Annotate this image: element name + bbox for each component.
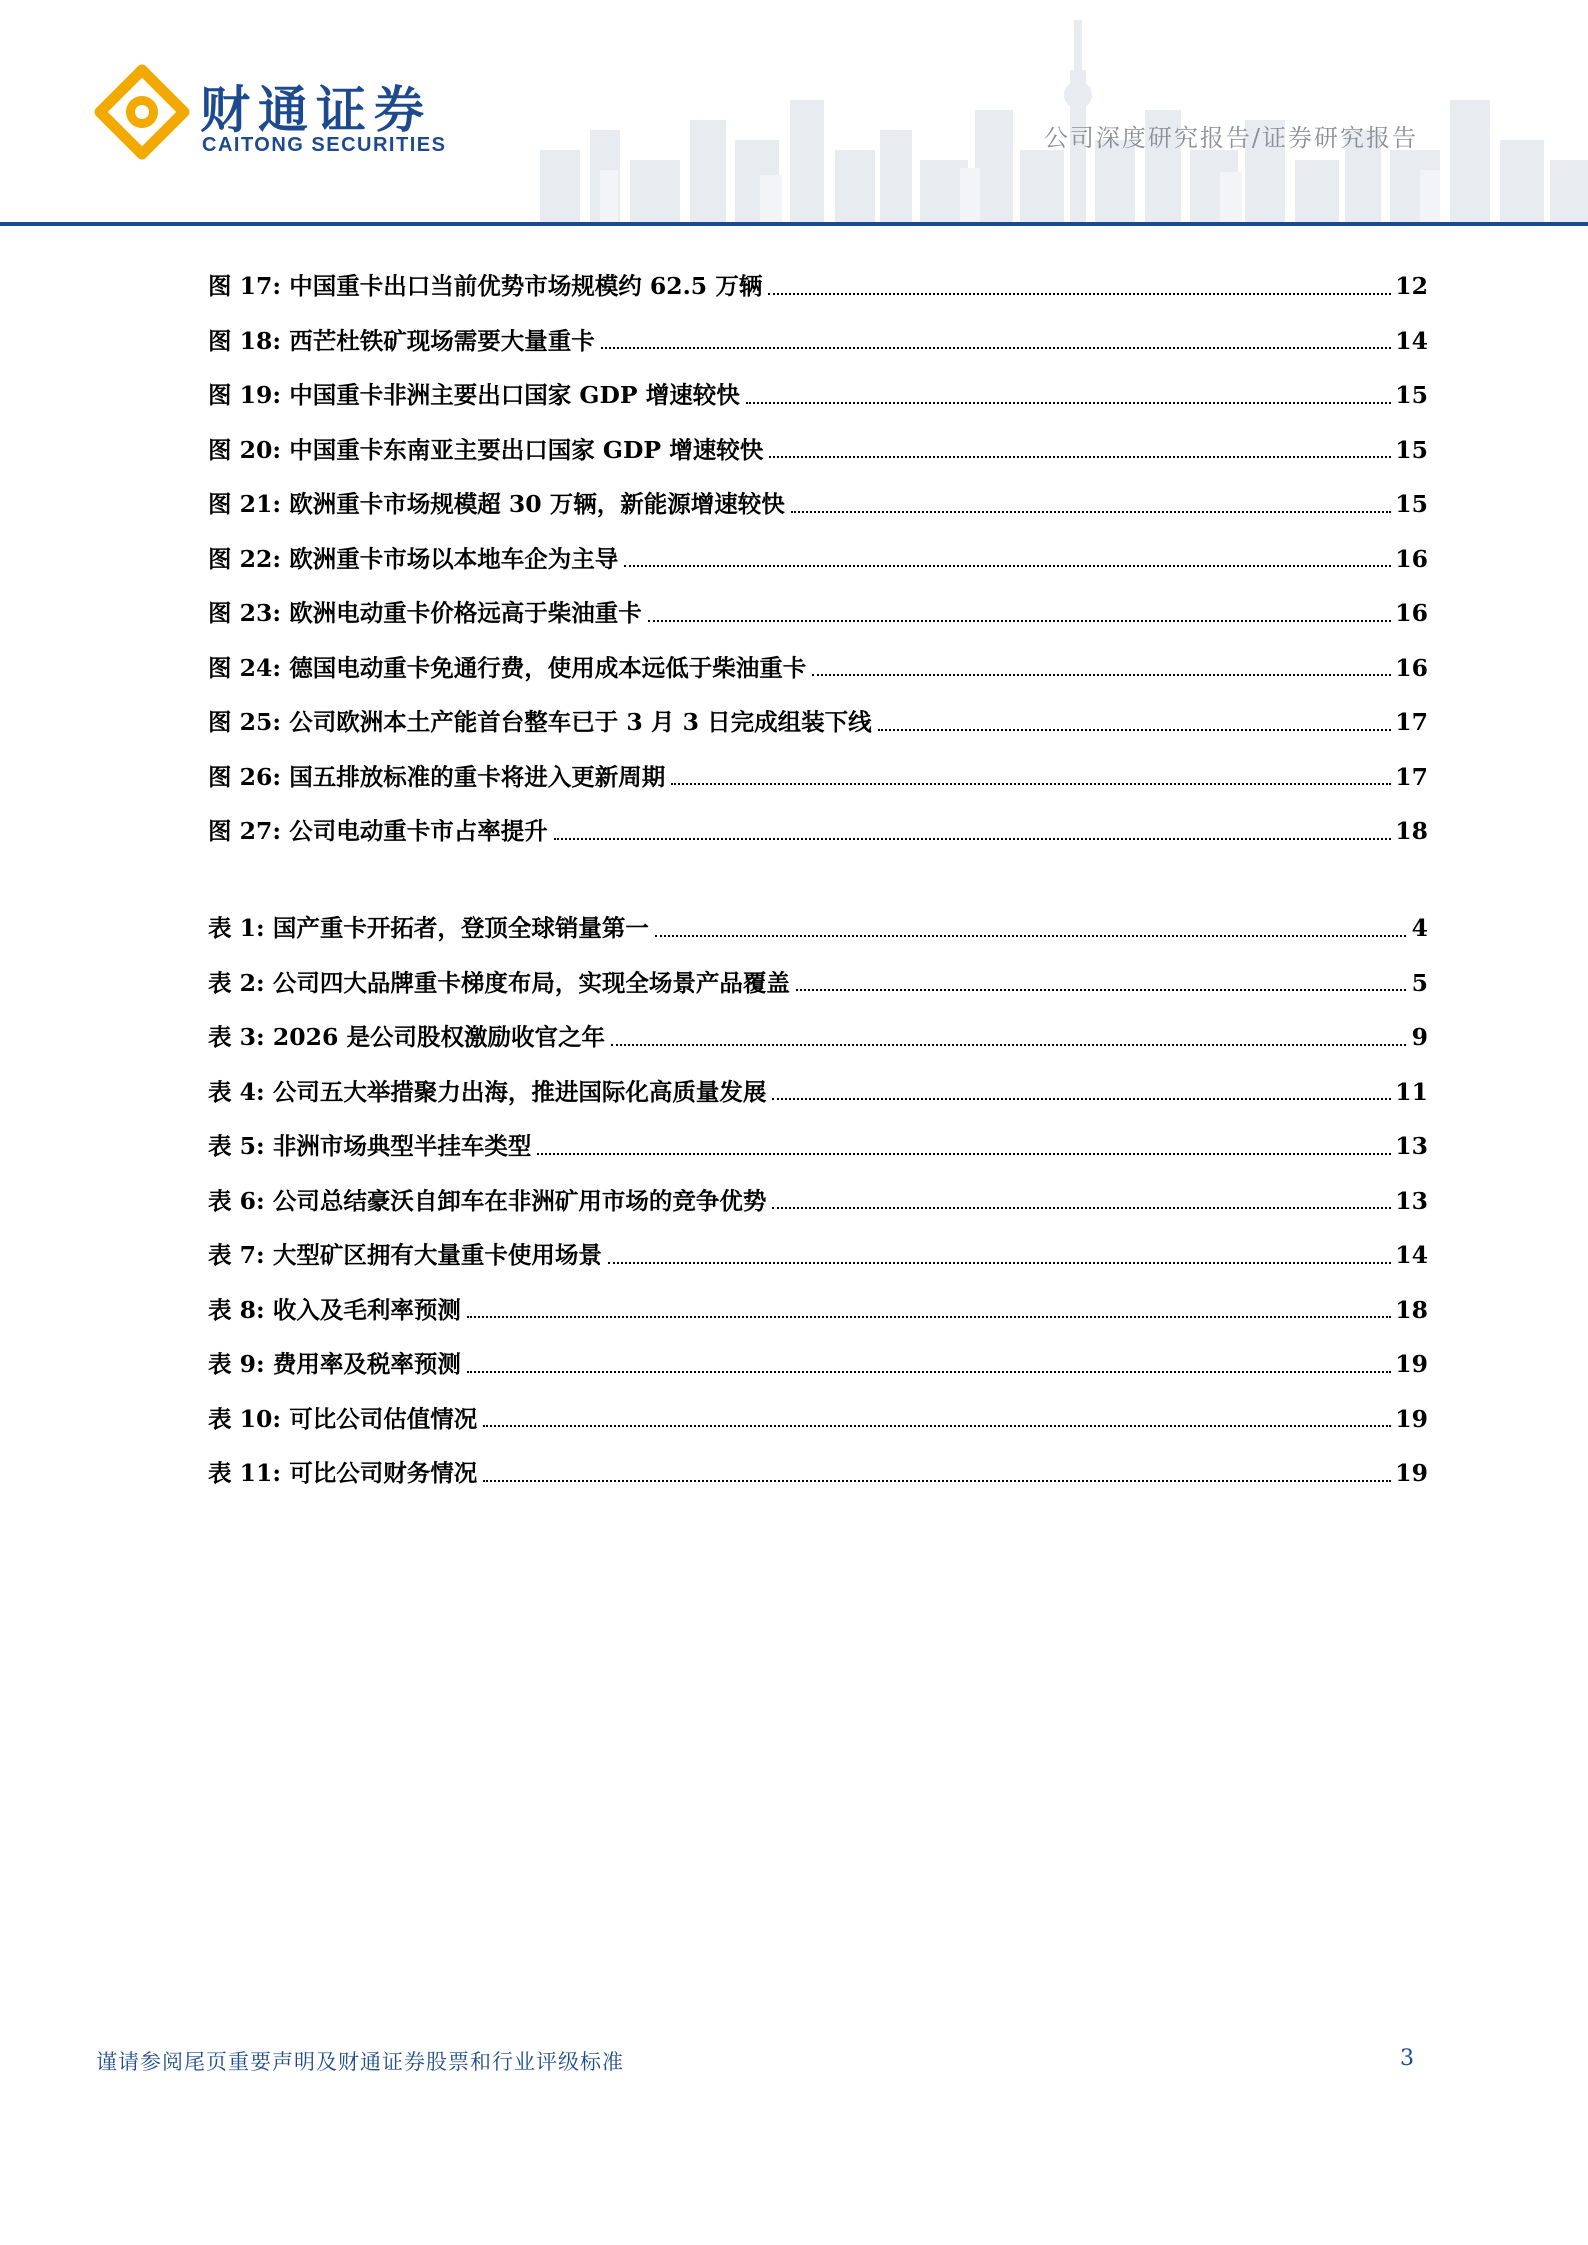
toc-entry-label: 表 7: 大型矿区拥有大量重卡使用场景	[208, 1241, 602, 1269]
figure-index-list	[208, 244, 1428, 844]
toc-entry-label: 图 27: 公司电动重卡市占率提升	[208, 817, 548, 845]
toc-entry-page: 14	[1395, 1241, 1428, 1269]
toc-entry-page: 15	[1395, 435, 1428, 464]
toc-figure-entry[interactable]	[208, 571, 1428, 626]
toc-entry-label: 图 20: 中国重卡东南亚主要出口国家 GDP 增速较快	[208, 435, 764, 464]
toc-dot-leader	[624, 565, 1391, 567]
toc-table-entry[interactable]	[208, 1050, 1428, 1105]
toc-figure-entry[interactable]	[208, 735, 1428, 790]
toc-entry-page: 19	[1395, 1459, 1428, 1487]
toc-dot-leader	[611, 1044, 1406, 1046]
toc-dot-leader	[554, 838, 1392, 840]
toc-entry-page: 5	[1411, 968, 1428, 997]
toc-entry-label: 图 24: 德国电动重卡免通行费，使用成本远低于柴油重卡	[208, 653, 807, 682]
toc-entry-label: 表 8: 收入及毛利率预测	[208, 1295, 461, 1324]
toc-table-entry[interactable]	[208, 1268, 1428, 1323]
toc-entry-page: 17	[1395, 708, 1428, 736]
toc-entry-label: 图 17: 中国重卡出口当前优势市场规模约 62.5 万辆	[208, 272, 763, 300]
toc-entry-page: 9	[1411, 1023, 1428, 1051]
toc-dot-leader	[791, 511, 1391, 513]
header-divider	[0, 222, 1588, 226]
caitong-logo-icon	[92, 62, 192, 162]
toc-entry-page: 19	[1395, 1404, 1428, 1433]
toc-entry-page: 18	[1395, 817, 1428, 845]
toc-entry-label: 表 3: 2026 是公司股权激励收官之年	[208, 1023, 605, 1051]
toc-entry-page: 13	[1395, 1186, 1428, 1215]
toc-figure-entry[interactable]	[208, 408, 1428, 463]
brand-name-cn: 财通证券	[200, 81, 432, 139]
toc-table-entry[interactable]	[208, 941, 1428, 996]
toc-table-entry[interactable]	[208, 1431, 1428, 1486]
brand-name-en: CAITONG SECURITIES	[202, 134, 447, 156]
toc-entry-page: 13	[1395, 1132, 1428, 1160]
toc-dot-leader	[648, 620, 1392, 622]
toc-entry-page: 16	[1395, 653, 1428, 682]
toc-dot-leader	[601, 347, 1392, 349]
toc-dot-leader	[483, 1425, 1391, 1427]
footer-disclaimer: 谨请参阅尾页重要声明及财通证券股票和行业评级标准	[96, 2050, 624, 2074]
toc-dot-leader	[768, 293, 1391, 295]
toc-dot-leader	[467, 1371, 1391, 1373]
page-number: 3	[1400, 2046, 1414, 2071]
toc-figure-entry[interactable]	[208, 789, 1428, 844]
toc-table-entry[interactable]	[208, 886, 1428, 941]
toc-table-entry[interactable]	[208, 1377, 1428, 1432]
toc-entry-label: 图 23: 欧洲电动重卡价格远高于柴油重卡	[208, 599, 642, 627]
toc-entry-page: 15	[1395, 490, 1428, 518]
toc-entry-label: 表 9: 费用率及税率预测	[208, 1350, 461, 1378]
toc-entry-page: 15	[1395, 381, 1428, 409]
toc-dot-leader	[608, 1262, 1391, 1264]
toc-figure-entry[interactable]	[208, 517, 1428, 572]
toc-entry-page: 17	[1395, 762, 1428, 791]
toc-entry-label: 表 6: 公司总结豪沃自卸车在非洲矿用市场的竞争优势	[208, 1186, 767, 1215]
report-type-label: 公司深度研究报告/证券研究报告	[1043, 124, 1418, 152]
toc-figure-entry[interactable]	[208, 244, 1428, 299]
toc-entry-page: 14	[1395, 326, 1428, 355]
toc-entry-label: 表 11: 可比公司财务情况	[208, 1459, 478, 1487]
toc-entry-label: 图 22: 欧洲重卡市场以本地车企为主导	[208, 544, 619, 573]
toc-dot-leader	[772, 1098, 1391, 1100]
toc-entry-page: 16	[1395, 599, 1428, 627]
toc-figure-entry[interactable]	[208, 626, 1428, 681]
toc-dot-leader	[537, 1153, 1391, 1155]
toc-dot-leader	[796, 989, 1406, 991]
toc-dot-leader	[878, 729, 1392, 731]
toc-table-entry[interactable]	[208, 1159, 1428, 1214]
toc-entry-label: 表 4: 公司五大举措聚力出海，推进国际化高质量发展	[208, 1077, 767, 1106]
toc-dot-leader	[769, 456, 1391, 458]
toc-entry-label: 表 1: 国产重卡开拓者，登顶全球销量第一	[208, 914, 649, 942]
toc-figure-entry[interactable]	[208, 462, 1428, 517]
toc-entry-page: 12	[1395, 272, 1428, 300]
toc-entry-label: 表 10: 可比公司估值情况	[208, 1404, 478, 1433]
toc-entry-label: 图 26: 国五排放标准的重卡将进入更新周期	[208, 762, 666, 791]
toc-dot-leader	[671, 783, 1391, 785]
toc-entry-page: 18	[1395, 1295, 1428, 1324]
toc-dot-leader	[483, 1480, 1391, 1482]
table-index-list	[208, 886, 1428, 1486]
toc-figure-entry[interactable]	[208, 299, 1428, 354]
toc-dot-leader	[772, 1207, 1391, 1209]
toc-entry-page: 19	[1395, 1350, 1428, 1378]
toc-table-entry[interactable]	[208, 995, 1428, 1050]
toc-entry-page: 16	[1395, 544, 1428, 573]
toc-entry-label: 表 2: 公司四大品牌重卡梯度布局，实现全场景产品覆盖	[208, 968, 790, 997]
toc-dot-leader	[812, 674, 1391, 676]
toc-dot-leader	[655, 935, 1406, 937]
toc-figure-entry[interactable]	[208, 353, 1428, 408]
toc-table-entry[interactable]	[208, 1213, 1428, 1268]
toc-entry-label: 图 25: 公司欧洲本土产能首台整车已于 3 月 3 日完成组装下线	[208, 708, 872, 736]
toc-entry-page: 11	[1395, 1077, 1428, 1106]
toc-entry-label: 图 19: 中国重卡非洲主要出口国家 GDP 增速较快	[208, 381, 740, 409]
toc-dot-leader	[746, 402, 1392, 404]
toc-entry-label: 表 5: 非洲市场典型半挂车类型	[208, 1132, 532, 1160]
toc-entry-label: 图 18: 西芒杜铁矿现场需要大量重卡	[208, 326, 595, 355]
toc-entry-page: 4	[1411, 914, 1428, 942]
toc-dot-leader	[467, 1316, 1391, 1318]
toc-table-entry[interactable]	[208, 1322, 1428, 1377]
toc-table-entry[interactable]	[208, 1104, 1428, 1159]
toc-figure-entry[interactable]	[208, 680, 1428, 735]
toc-entry-label: 图 21: 欧洲重卡市场规模超 30 万辆，新能源增速较快	[208, 490, 785, 518]
page-header	[0, 0, 1588, 232]
